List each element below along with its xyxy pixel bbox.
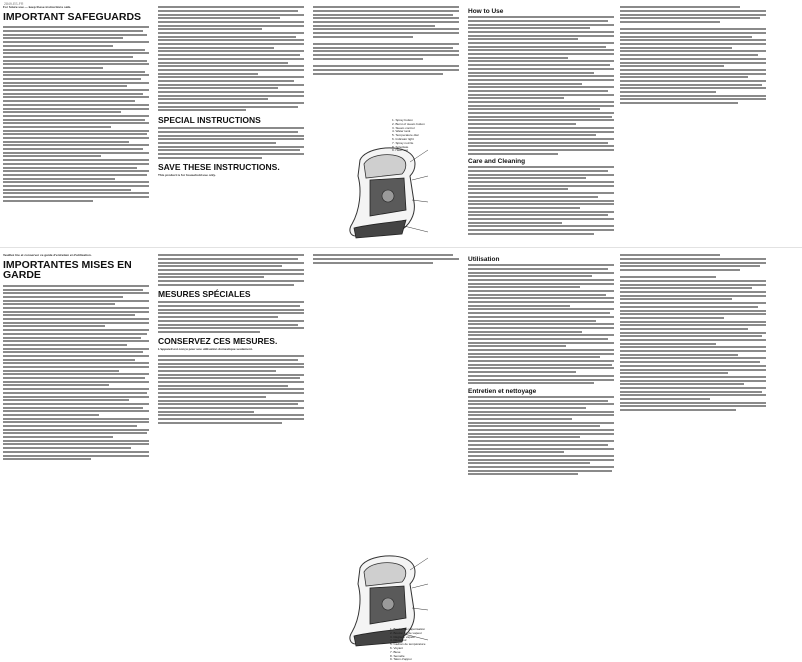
list-item: 3. Steam control <box>392 125 415 130</box>
french-section <box>0 247 802 662</box>
french-column-2-text-more <box>158 355 309 425</box>
french-column-5-text <box>620 254 771 413</box>
english-safeguards-text <box>3 26 154 203</box>
french-usage-heading: Utilisation <box>468 256 500 263</box>
french-care-heading: Entretien et nettoyage <box>468 387 537 395</box>
french-parts-list <box>390 628 425 662</box>
english-title: IMPORTANT SAFEGUARDS <box>3 10 142 23</box>
french-care-text <box>468 396 619 477</box>
english-care-text <box>468 166 619 236</box>
english-column-3 <box>313 6 464 76</box>
list-item: 1. Spray button <box>392 118 413 122</box>
list-item: 5. Temperature dial <box>392 133 419 138</box>
english-household-use-note: This product is for household use only. <box>158 173 216 178</box>
list-item: 3. Réglage vapeur <box>390 634 416 639</box>
list-item: 9. Talon d'appui <box>390 657 412 662</box>
english-special-instructions-text <box>158 127 309 160</box>
list-item: 5. Cadran de température <box>390 642 426 647</box>
french-household-use-note: L'appareil est conçu pour une utilisation domestique seulement. <box>158 347 253 352</box>
french-safeguards-text <box>3 285 154 462</box>
french-special-measures-text <box>158 301 309 334</box>
french-column-2-text <box>158 254 309 287</box>
english-section <box>0 0 802 247</box>
list-item: 2. Burst of steam button <box>392 121 425 126</box>
english-column-1 <box>3 6 154 203</box>
french-column-5 <box>620 254 771 413</box>
top-note: For future use — keep these instructions safe. <box>3 5 72 9</box>
list-item: 7. Spray nozzle <box>392 140 414 145</box>
list-item: 4. Réservoir <box>390 638 407 643</box>
bottom-note: Veuillez lire et conserver ce guide d'entretien et d'utilisation. <box>3 253 92 257</box>
english-column-5 <box>620 6 771 106</box>
french-column-3-text <box>313 254 464 265</box>
list-item: 4. Water tank <box>392 129 411 134</box>
list-item: 9. Heel rest <box>392 148 408 153</box>
french-keep-measures-heading: CONSERVEZ CES MESURES. <box>158 336 278 347</box>
list-item: 8. Soleplate <box>392 144 409 149</box>
english-column-4 <box>468 6 619 236</box>
english-how-to-use-heading: How to Use <box>468 8 504 15</box>
english-parts-list <box>392 119 425 153</box>
french-column-3 <box>313 254 464 265</box>
english-column-2 <box>158 6 309 178</box>
list-item: 1. Bouton de vaporisation <box>390 627 426 631</box>
french-column-2 <box>158 254 309 425</box>
french-usage-text <box>468 264 619 386</box>
list-item: 6. Voyant <box>390 645 403 650</box>
english-column-2-text <box>158 6 309 113</box>
french-title: IMPORTANTES MISES EN GARDE <box>3 258 132 282</box>
list-item: 6. Indicator light <box>392 136 414 141</box>
french-special-measures-heading: MESURES SPÉCIALES <box>158 289 251 300</box>
english-how-to-use-text <box>468 16 619 156</box>
english-column-5-text <box>620 6 771 106</box>
english-care-heading: Care and Cleaning <box>468 158 526 166</box>
document-code: 2849-ES-FR <box>4 2 24 6</box>
french-column-1 <box>3 254 154 462</box>
list-item: 7. Buse <box>390 649 401 654</box>
english-save-instructions-heading: SAVE THESE INSTRUCTIONS. <box>158 162 280 173</box>
list-item: 8. Semelle <box>390 653 405 658</box>
french-column-4 <box>468 254 619 477</box>
english-column-3-text <box>313 6 464 76</box>
list-item: 2. Bouton jet de vapeur <box>390 630 422 635</box>
english-special-instructions-heading: SPECIAL INSTRUCTIONS <box>158 114 261 125</box>
